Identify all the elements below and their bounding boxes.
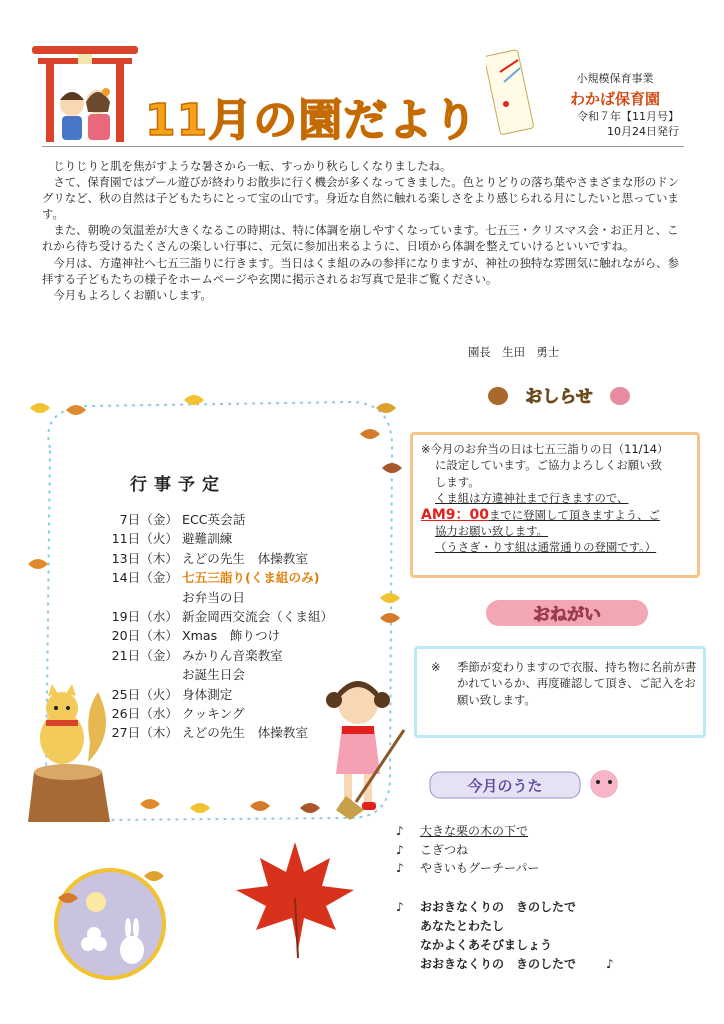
letter-paragraph: さて、保育園ではプール遊びが終わりお散歩に行く機会が多くなってきました。色とりどりの落ち葉やさまざまな形のドングリなど、秋の自然は子どもたちにとって宝の山です。身近な自然に触れる楽しさをより感じられる月にしたいと思っています。 <box>42 175 680 222</box>
org-type: 小規模保育事業 <box>576 72 654 85</box>
song-item <box>396 841 539 860</box>
issue-date: 10月24日発行 <box>607 125 679 138</box>
songs-heading: 今月のうた <box>467 777 543 795</box>
request-heading-banner <box>482 596 652 630</box>
event-name: 避難訓練 <box>182 531 233 547</box>
song-item <box>396 859 539 878</box>
notice-line-time <box>421 507 689 523</box>
lyric-line: なかよくあそびましょう <box>420 938 553 952</box>
schedule-row <box>90 568 320 587</box>
organization-block <box>545 70 685 139</box>
request-heading: おねがい <box>533 605 601 625</box>
schedule-row <box>90 626 281 645</box>
request-text: 季節が変わりますので衣服、持ち物に名前が書かれているか、再度確認して頂き、ご記入をお願い致します。 <box>457 660 697 707</box>
torii-illustration <box>32 42 138 142</box>
notice-line: までに登園して頂きますよう、ご <box>489 507 660 522</box>
schedule-row <box>90 529 233 548</box>
girl-sweeping-illustration <box>320 670 410 820</box>
music-note-icon: ♪ <box>396 861 404 875</box>
event-date: 27日（木） <box>111 725 178 741</box>
lyric-text: おおきなくりの きのしたで <box>420 900 577 914</box>
songs-heading-banner <box>428 766 628 802</box>
squirrel-on-stump-illustration <box>18 672 118 822</box>
maple-leaf-illustration <box>232 838 358 958</box>
music-note-icon: ♪ <box>606 957 614 971</box>
event-name: えどの先生 体操教室 <box>182 725 308 741</box>
song-title: 大きな栗の木の下で <box>420 824 529 838</box>
event-name: ECC英会話 <box>182 512 246 527</box>
event-name: クッキング <box>182 705 245 721</box>
event-date: 14日（金） <box>111 570 178 586</box>
event-date: 13日（木） <box>111 550 178 566</box>
request-mark: ※ <box>431 660 441 674</box>
event-name: みかりん音楽教室 <box>182 647 283 663</box>
chitose-ame-illustration <box>486 48 534 140</box>
song-item <box>396 822 539 841</box>
lyric-line <box>396 898 614 917</box>
principal-signature: 園長 生田 勇士 <box>468 345 560 359</box>
schedule-row <box>90 549 308 568</box>
music-note-icon: ♪ <box>396 824 404 838</box>
header-divider <box>42 146 684 147</box>
notice-line: に設定しています。ご協力よろしくお願い致 <box>435 458 662 473</box>
song-title: やきいもグーチーパー <box>420 861 540 875</box>
notice-line: 協力お願い致します。 <box>435 524 548 539</box>
notice-line: くま組は方違神社まで行きますので、 <box>435 491 629 506</box>
music-note-icon: ♪ <box>396 842 404 857</box>
event-date: 25日（火） <box>111 686 178 702</box>
letter-paragraph: じりじりと肌を焦がすような暑さから一転、すっかり秋らしくなりましたね。 <box>53 159 452 173</box>
schedule-row <box>90 510 246 529</box>
notice-line: （うさぎ・りす組は通常通りの登園です。） <box>435 540 657 555</box>
event-date: 21日（金） <box>111 647 178 663</box>
song-list <box>396 822 539 878</box>
issue-label: 令和７年【11月号】 <box>577 110 679 123</box>
schedule-row <box>90 646 283 665</box>
notice-line: します。 <box>435 474 480 489</box>
music-note-icon: ♪ <box>396 900 404 914</box>
page-title: 11月の園だより <box>145 95 479 146</box>
letter-paragraph: 今月もよろしくお願いします。 <box>53 287 212 302</box>
tsukimi-rabbit-illustration <box>48 858 178 988</box>
lyric-line <box>396 955 614 974</box>
lyric-text: おおきなくりの きのしたで <box>420 957 577 971</box>
notice-box <box>410 432 700 578</box>
notice-heading-banner <box>484 378 634 412</box>
arrival-time: AM9：00 <box>421 506 489 523</box>
event-date: 26日（水） <box>111 705 178 721</box>
event-name: 新金岡西交流会（くま組） <box>182 608 334 624</box>
event-date: 19日（水） <box>111 608 178 624</box>
event-name: Xmas 飾りつけ <box>182 628 281 644</box>
event-date: 11日（火） <box>111 531 178 547</box>
notice-line: ※今月のお弁当の日は七五三詣りの日（11/14） <box>421 442 669 456</box>
event-name: 身体測定 <box>182 686 233 702</box>
lyric-line: あなたとわたし <box>420 919 505 933</box>
song-lyrics <box>396 898 614 974</box>
event-name: えどの先生 体操教室 <box>182 550 308 566</box>
event-date: 7日（金） <box>119 512 178 527</box>
event-date: 20日（木） <box>111 628 178 644</box>
letter-paragraph: 今月は、方違神社へ七五三詣りに行きます。当日はくま組のみの参拝になりますが、神社の独特な雰囲気に触れながら、参拝する子どもたちの様子をホームページや玄関に掲示されるお写真で是非ご覧ください。 <box>42 255 679 286</box>
event-name: お弁当の日 <box>182 589 245 605</box>
greeting-letter <box>42 158 684 303</box>
song-title: こぎつね <box>420 842 469 857</box>
letter-paragraph: また、朝晩の気温差が大きくなるこの時期は、特に体調を崩しやすくなっています。七五三・クリスマス会・お正月と、これから待ち受けるたくさんの楽しい行事に、元気に参加出来るように、日頃から体調を整えていけるといいですね。 <box>42 223 679 254</box>
event-name-highlight: 七五三詣り(くま組のみ) <box>182 570 320 586</box>
schedule-row <box>90 607 334 626</box>
schedule-row <box>90 588 245 607</box>
event-name: お誕生日会 <box>182 667 245 683</box>
notice-heading: おしらせ <box>525 387 593 407</box>
schedule-title: 行事予定 <box>130 475 226 495</box>
request-box <box>414 646 706 738</box>
org-name: わかば保育園 <box>569 90 660 108</box>
